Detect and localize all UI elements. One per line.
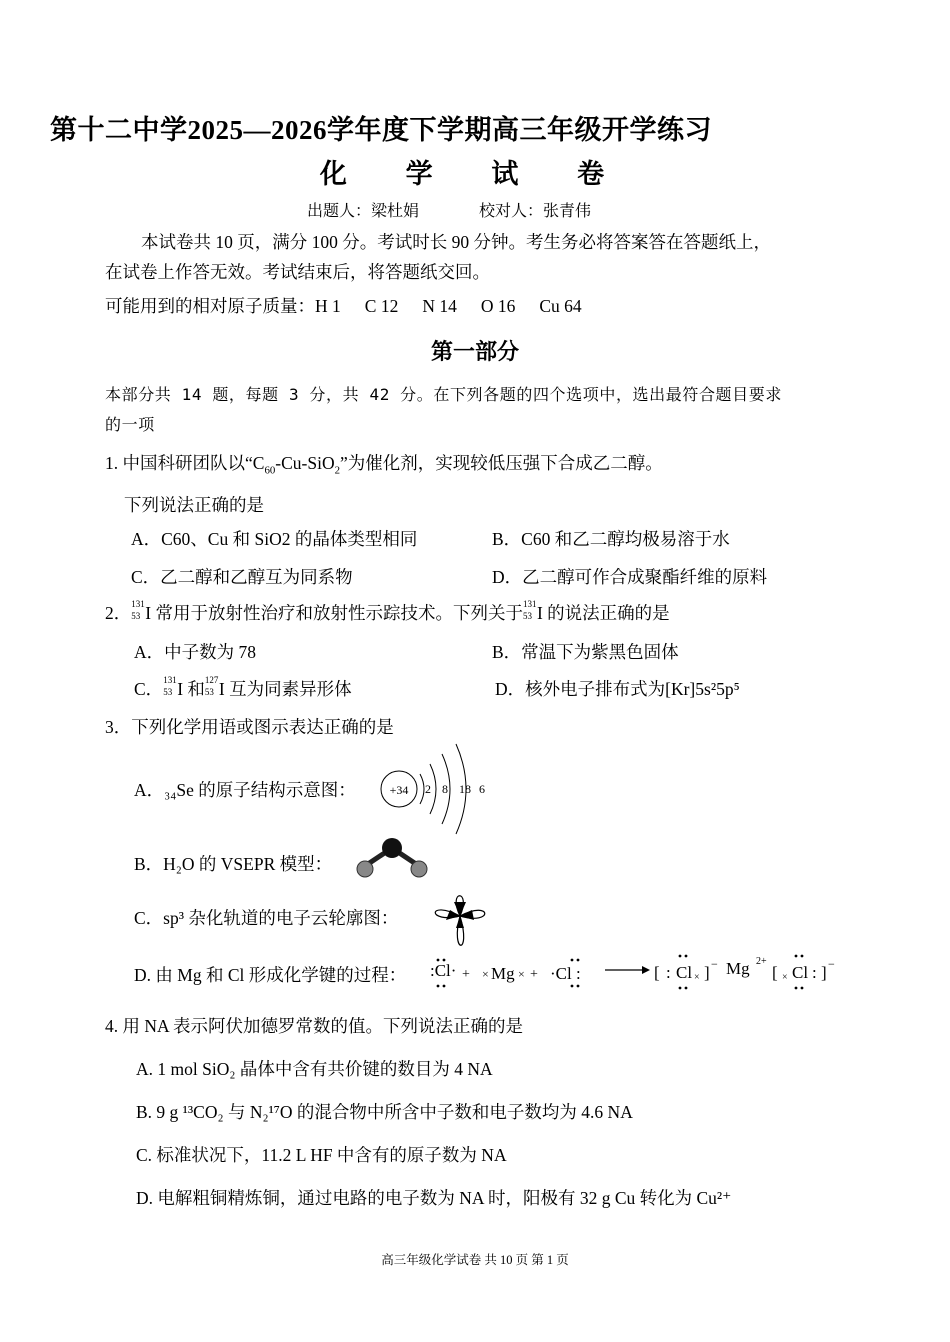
cl-atom-left: :Cl· — [430, 961, 457, 980]
exam-subtitle: 化 学 试 卷 — [319, 159, 631, 189]
svg-text:−: − — [828, 957, 835, 971]
svg-text:×: × — [518, 967, 525, 981]
q3-option-d[interactable]: D. 由 Mg 和 Cl 形成化学键的过程： — [134, 965, 407, 985]
svg-text:×: × — [694, 972, 700, 983]
cl-ion-right: Cl — [792, 963, 809, 982]
q4-option-c[interactable]: C. 标准状况下，11.2 L HF 中含有的原子数为 NA — [136, 1145, 507, 1165]
svg-text:+: + — [530, 967, 538, 982]
q1-option-d[interactable]: D．乙二醇可作合成聚酯纤维的原料 — [492, 567, 768, 587]
shell-3-count: 18 — [459, 782, 471, 796]
svg-text:×: × — [782, 972, 788, 983]
q3-stem: 3．下列化学用语或图示表达正确的是 — [105, 717, 394, 737]
svg-text:]: ] — [704, 963, 710, 982]
q4-option-b[interactable]: B. 9 g ¹³CO₂ 与 N₂¹⁷O 的混合物中所含中子数和电子数均为 4.6 NA — [136, 1102, 633, 1122]
q1-option-b[interactable]: B．C60 和乙二醇均极易溶于水 — [492, 529, 730, 549]
q3-option-b[interactable]: B．H₂O 的 VSEPR 模型： — [134, 854, 333, 874]
mass-o: O 16 — [480, 296, 516, 316]
i131-iso: 131 53 — [163, 675, 177, 697]
cl-ion-left: Cl — [676, 963, 693, 982]
q2-option-c[interactable]: C． 131 53 I 和 127 53 I 互为同素异形体 — [134, 675, 352, 699]
q2-option-a[interactable]: A．中子数为 78 — [134, 642, 257, 662]
mgcl2-electron-dot-process — [420, 946, 850, 996]
q3-option-c[interactable]: C．sp³ 杂化轨道的电子云轮廓图： — [134, 908, 399, 928]
i127-iso: 127 53 — [204, 675, 219, 697]
cl-atom-right: ·Cl : — [550, 964, 581, 983]
q1-stem: 1. 中国科研团队以“$C_{60}-Cu-SiO_2$”为催化剂，实现较低压强下合成乙二醇。 — [105, 453, 663, 477]
masses-label: 可能用到的相对原子质量： — [105, 296, 315, 316]
i131-symbol: 131 53 — [131, 599, 145, 621]
part1-desc-1: 本部分共 14 题，每题 3 分，共 42 分。在下列各题的四个选项中，选出最符合题目要求 — [105, 385, 782, 404]
h2o-vsepr-model — [352, 836, 432, 886]
q2-stem: 2． 131 53 I 常用于放射性治疗和放射性示踪技术。下列关于 131 53 I 的说法正确的是 — [105, 599, 670, 623]
shell-2-count: 8 — [442, 782, 448, 796]
q1-option-c[interactable]: C．乙二醇和乙醇互为同系物 — [131, 567, 353, 587]
mass-c: C 12 — [364, 296, 399, 316]
se-atom-structure-diagram — [378, 742, 488, 832]
authors-line — [307, 198, 591, 221]
svg-text:+: + — [462, 967, 470, 982]
q2-option-d[interactable]: D．核外电子排布式为[Kr]5s²5p⁵ — [495, 679, 740, 699]
mg-ion: Mg — [726, 959, 750, 978]
shell-1-count: 2 — [425, 782, 431, 796]
intro-line-2: 在试卷上作答无效。考试结束后，将答题纸交回。 — [105, 262, 490, 282]
exam-title: 第十二中学2025—2026学年度下学期高三年级开学练习 — [50, 115, 712, 145]
mass-n: N 14 — [422, 296, 457, 316]
q1-prompt: 下列说法正确的是 — [124, 495, 264, 515]
nucleus-label: +34 — [389, 783, 409, 797]
svg-text:−: − — [711, 957, 718, 971]
mass-cu: Cu 64 — [539, 296, 582, 316]
svg-text:2+: 2+ — [756, 956, 767, 967]
q4-option-a[interactable]: A. 1 mol SiO₂ 晶体中含有共价键的数目为 4 NA — [136, 1059, 493, 1079]
q4-stem: 4. 用 NA 表示阿伏加德罗常数的值。下列说法正确的是 — [105, 1016, 524, 1036]
q1-option-a[interactable]: A．C60、Cu 和 SiO2 的晶体类型相同 — [131, 529, 418, 549]
page-footer: 高三年级化学试卷 共 10 页 第 1 页 — [381, 1253, 569, 1267]
svg-text:[: [ — [772, 963, 778, 982]
intro-line-1: 本试卷共 10 页，满分 100 分。考试时长 90 分钟。考生务必将答案答在答题纸上， — [141, 232, 771, 252]
atomic-masses — [105, 293, 582, 318]
svg-text:]: ] — [821, 963, 827, 982]
svg-text::: : — [666, 963, 671, 982]
i131-symbol-2: 131 53 — [522, 599, 537, 621]
mg-atom: Mg — [491, 964, 515, 983]
part1-heading: 第一部分 — [430, 339, 519, 364]
q4-option-d[interactable]: D. 电解粗铜精炼铜，通过电路的电子数为 NA 时，阳极有 32 g Cu 转化为 Cu²⁺ — [136, 1188, 732, 1208]
svg-text::: : — [812, 963, 817, 982]
part1-desc-2: 的一项 — [105, 415, 155, 434]
svg-text:×: × — [482, 967, 489, 981]
q3-option-a[interactable]: A．₃₄Se 的原子结构示意图： — [134, 780, 356, 800]
q2-option-b[interactable]: B．常温下为紫黑色固体 — [492, 642, 679, 662]
checker: 校对人：张青伟 — [479, 201, 592, 220]
setter: 出题人：梁杜娟 — [307, 201, 420, 220]
svg-text:[: [ — [654, 963, 660, 982]
shell-4-count: 6 — [479, 782, 485, 796]
mass-h: H 1 — [315, 296, 341, 316]
